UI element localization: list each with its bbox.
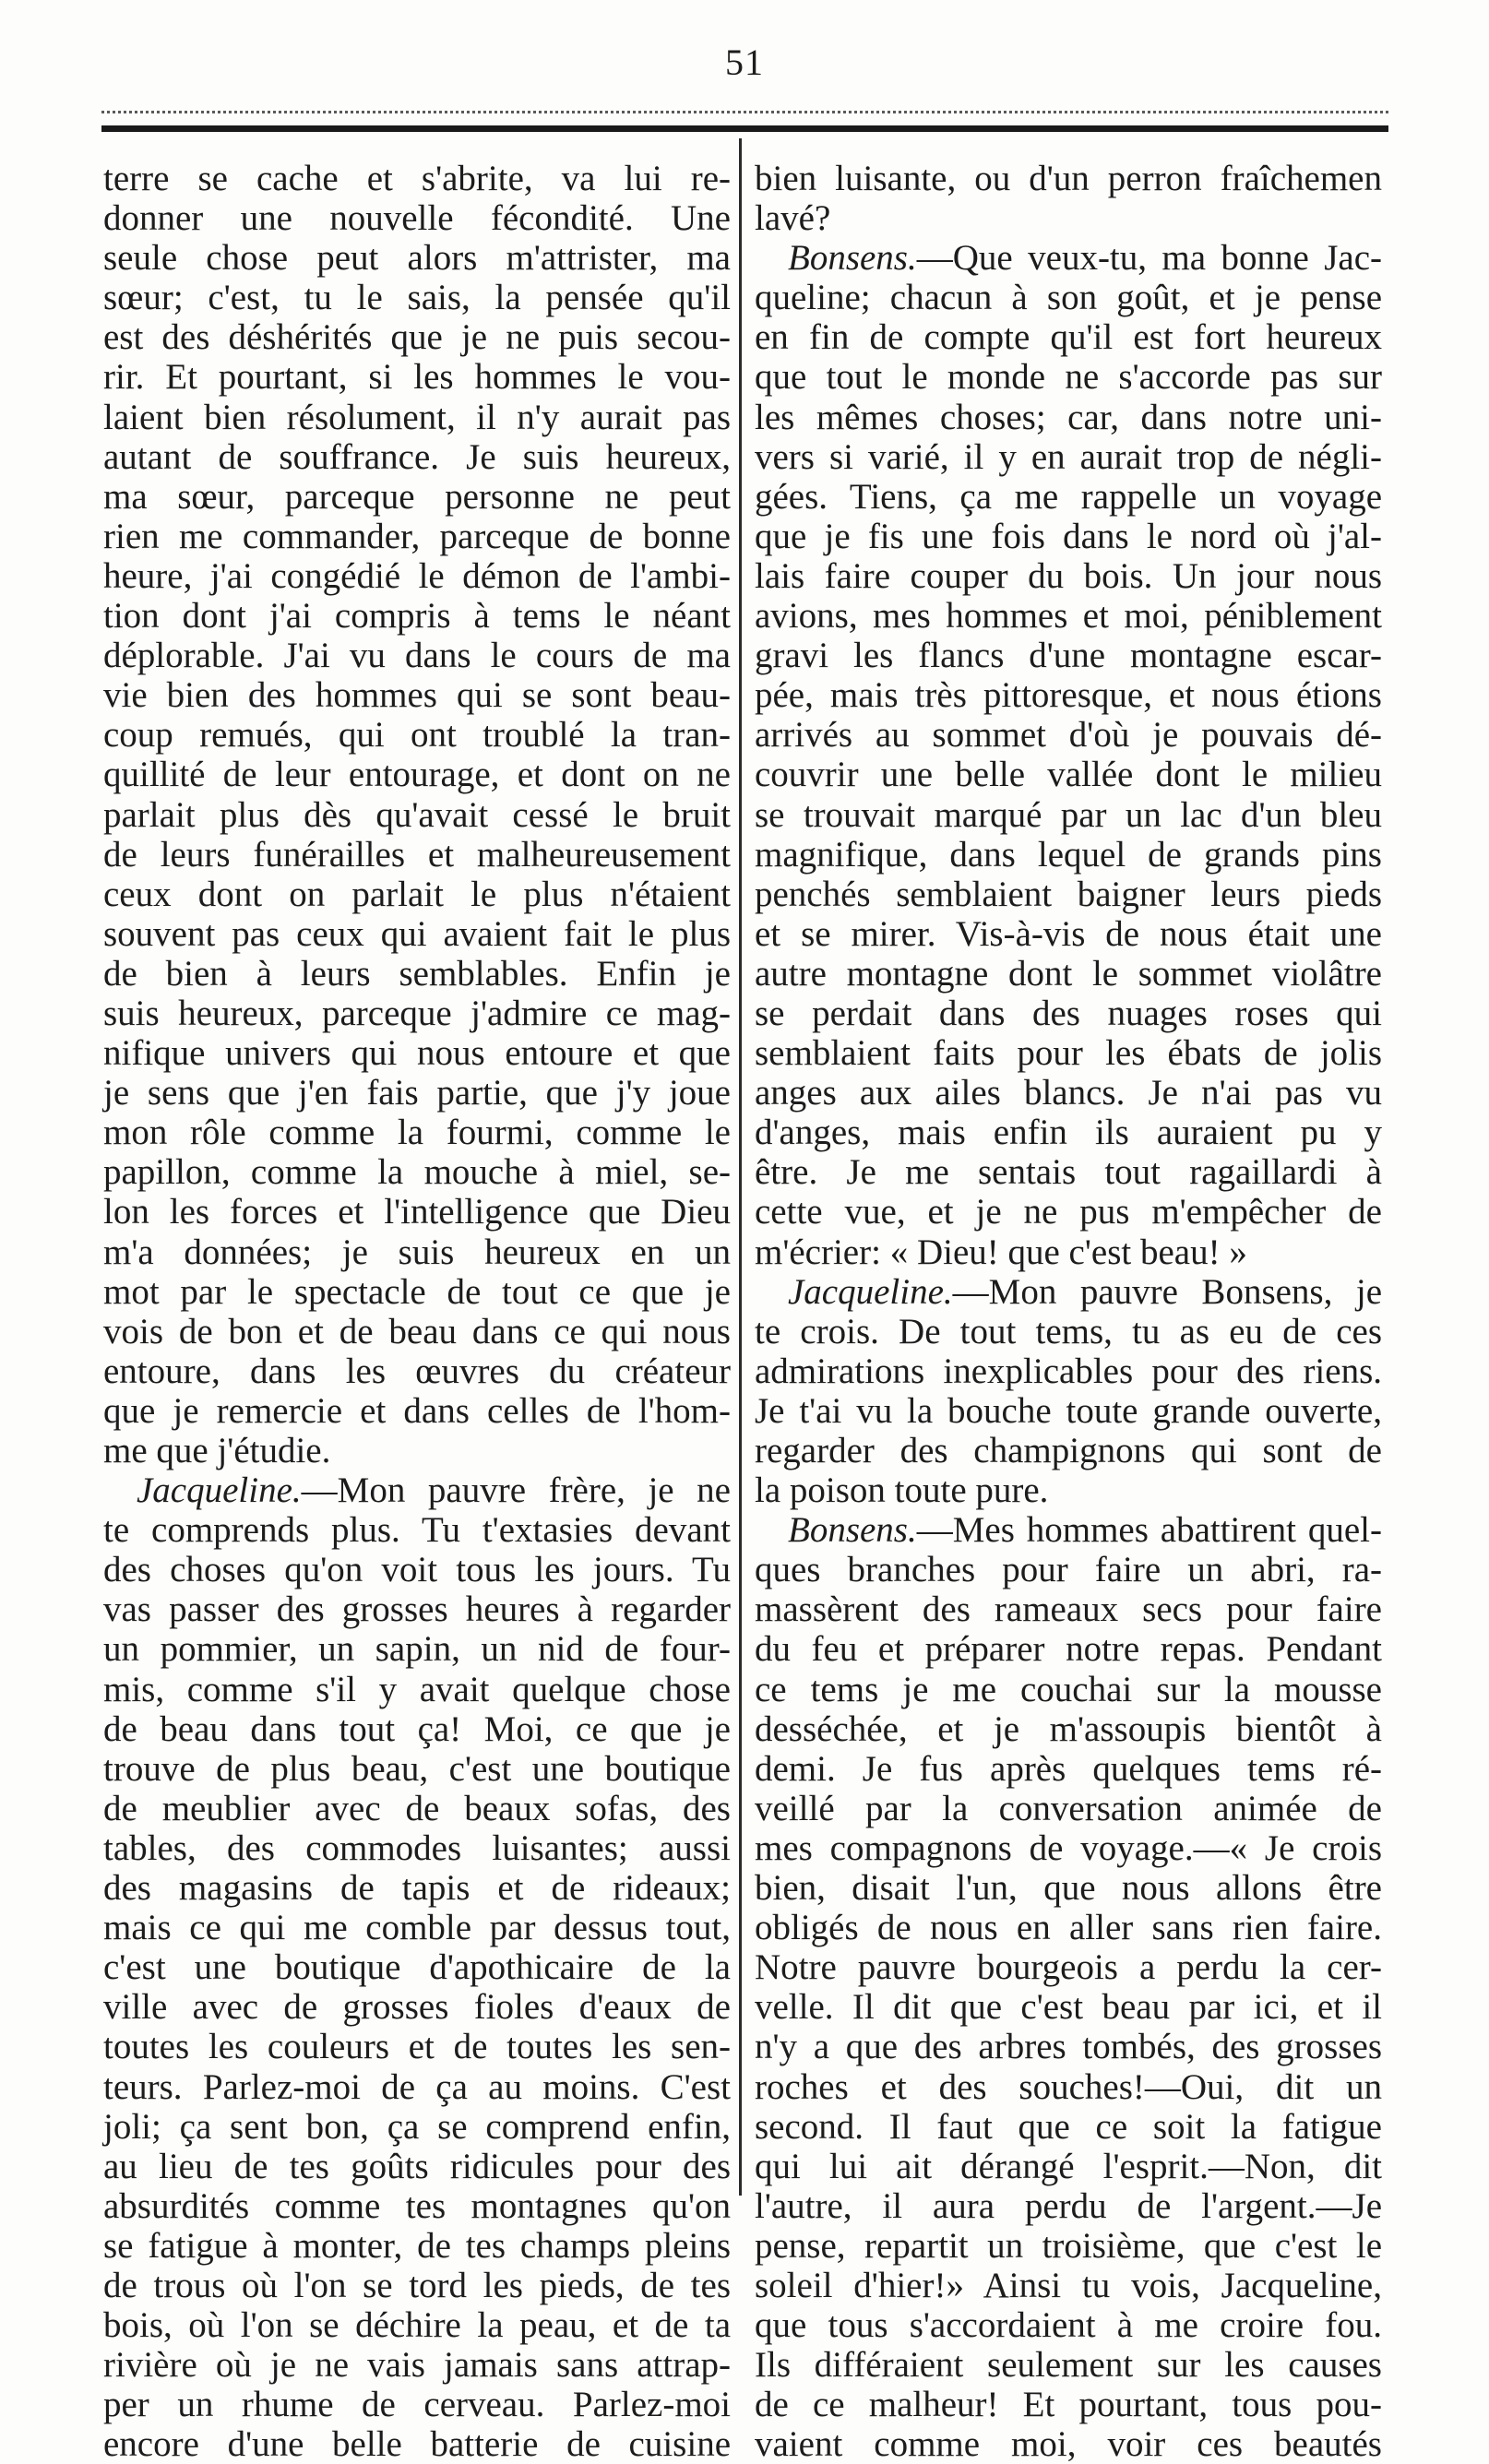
text-line: bien luisante, ou d'un perron fraîchemen <box>755 159 1382 198</box>
text-line: rivière où je ne vais jamais sans attrap- <box>103 2345 731 2386</box>
text-line: vaient comme moi, voir ces beautés <box>755 2424 1382 2464</box>
text-line: des magasins de tapis et de rideaux; <box>103 1868 731 1909</box>
text-line: anges aux ailes blancs. Je n'ai pas vu <box>755 1073 1382 1113</box>
text-line: que tous s'accordaient à me croire fou. <box>755 2305 1382 2346</box>
text-line: joli; ça sent bon, ça se comprend enfin, <box>103 2106 731 2147</box>
text-line: mais ce qui me comble par dessus tout, <box>103 1908 731 1948</box>
text-line: Bonsens.—Que veux-tu, ma bonne Jac- <box>788 238 1382 279</box>
text-line: vas passer des grosses heures à regarder <box>103 1589 731 1630</box>
text-line: déplorable. J'ai vu dans le cours de ma <box>103 636 731 676</box>
text-line: vers si varié, il y en aurait trop de négli- <box>755 436 1382 477</box>
text-line: n'y a que des arbres tombés, des grosses <box>755 2027 1382 2067</box>
text-line: avions, mes hommes et moi, péniblement <box>755 596 1382 637</box>
header-thick-rule <box>101 125 1388 132</box>
text-line: trouve de plus beau, c'est une boutique <box>103 1748 731 1789</box>
text-line: regarder des champignons qui sont de <box>755 1431 1382 1470</box>
text-line: mon rôle comme la fourmi, comme le <box>103 1113 731 1153</box>
text-line: lavé? <box>755 198 831 239</box>
text-line: encore d'une belle batterie de cuisine <box>103 2424 731 2464</box>
header-dotted-rule <box>101 111 1388 113</box>
text-line: rir. Et pourtant, si les hommes le vou- <box>103 357 731 398</box>
text-line: que tout le monde ne s'accorde pas sur <box>755 357 1382 398</box>
text-line: des choses qu'on voit tous les jours. Tu <box>103 1550 731 1590</box>
text-line: semblaient faits pour les ébats de jolis <box>755 1033 1382 1074</box>
text-line: c'est une boutique d'apothicaire de la <box>103 1947 731 1988</box>
text-line: tables, des commodes luisantes; aussi <box>103 1827 731 1868</box>
text-line: obligés de nous en aller sans rien faire. <box>755 1908 1382 1948</box>
text-line: et se mirer. Vis-à-vis de nous était une <box>755 913 1382 954</box>
text-line: Notre pauvre bourgeois a perdu la cer- <box>755 1947 1382 1988</box>
text-line: au lieu de tes goûts ridicules pour des <box>103 2146 731 2186</box>
text-line: se trouvait marqué par un lac d'un bleu <box>755 794 1382 835</box>
text-line: Bonsens.—Mes hommes abattirent quel- <box>788 1510 1382 1551</box>
text-line: arrivés au sommet d'où je pouvais dé- <box>755 715 1382 756</box>
text-line: souvent pas ceux qui avaient fait le plus <box>103 913 731 954</box>
text-line: autant de souffrance. Je suis heureux, <box>103 436 731 477</box>
text-line: te comprends plus. Tu t'extasies devant <box>103 1510 731 1551</box>
text-line: teurs. Parlez-moi de ça au moins. C'est <box>103 2066 731 2107</box>
text-line: se perdait dans des nuages roses qui <box>755 993 1382 1033</box>
text-line: quillité de leur entourage, et dont on ne <box>103 755 731 795</box>
text-line: suis heureux, parceque j'admire ce mag- <box>103 993 731 1033</box>
text-line: couvrir une belle vallée dont le milieu <box>755 755 1382 795</box>
text-line: gées. Tiens, ça me rappelle un voyage <box>755 476 1382 517</box>
text-line: per un rhume de cerveau. Parlez-moi <box>103 2385 731 2425</box>
text-line: massèrent des rameaux secs pour faire <box>755 1589 1382 1630</box>
speaker-name: Jacqueline. <box>788 1271 953 1312</box>
text-line: de beau dans tout ça! Moi, ce que je <box>103 1708 731 1749</box>
text-line: velle. Il dit que c'est beau par ici, et il <box>755 1987 1382 2028</box>
text-line: m'écrier: « Dieu! que c'est beau! » <box>755 1232 1247 1272</box>
text-line: est des déshérités que je ne puis secou- <box>103 317 731 358</box>
text-line: ceux dont on parlait le plus n'étaient <box>103 874 731 914</box>
text-line: me que j'étudie. <box>103 1431 331 1470</box>
column-divider <box>739 138 742 2196</box>
text-line: toutes les couleurs et de toutes les sen- <box>103 2027 731 2067</box>
text-line: pense, repartit un troisième, que c'est le <box>755 2225 1382 2266</box>
text-line: bois, où l'on se déchire la peau, et de ta <box>103 2305 731 2346</box>
text-line: demi. Je fus après quelques tems ré- <box>755 1748 1382 1789</box>
text-line: heure, j'ai congédié le démon de l'ambi- <box>103 555 731 596</box>
right-column <box>755 159 1382 2464</box>
text-line: roches et des souches!—Oui, dit un <box>755 2066 1382 2107</box>
text-line: rien me commander, parceque de bonne <box>103 516 731 556</box>
text-line: parlait plus dès qu'avait cessé le bruit <box>103 794 731 835</box>
text-line: tion dont j'ai compris à tems le néant <box>103 596 731 637</box>
text-line: être. Je me sentais tout ragaillardi à <box>755 1152 1382 1193</box>
page-number: 51 <box>725 42 764 83</box>
text-line: lon les forces et l'intelligence que Dieu <box>103 1192 731 1232</box>
text-line: ce tems je me couchai sur la mousse <box>755 1669 1382 1709</box>
speaker-name: Jacqueline. <box>137 1470 302 1511</box>
text-line: l'autre, il aura perdu de l'argent.—Je <box>755 2185 1382 2226</box>
text-line: donner une nouvelle fécondité. Une <box>103 198 731 239</box>
text-line: sœur; c'est, tu le sais, la pensée qu'il <box>103 278 731 318</box>
text-line: du feu et préparer notre repas. Pendant <box>755 1629 1382 1670</box>
text-line: mot par le spectacle de tout ce que je <box>103 1271 731 1312</box>
text-line: Ils différaient seulement sur les causes <box>755 2345 1382 2386</box>
text-line: mis, comme s'il y avait quelque chose <box>103 1669 731 1709</box>
text-line: Jacqueline.—Mon pauvre Bonsens, je <box>788 1271 1382 1312</box>
text-line: pée, mais très pittoresque, et nous étions <box>755 675 1382 716</box>
text-line: veillé par la conversation animée de <box>755 1788 1382 1828</box>
text-line: d'anges, mais enfin ils auraient pu y <box>755 1113 1382 1153</box>
left-column <box>103 159 731 2464</box>
text-line: que je fis une fois dans le nord où j'al- <box>755 516 1382 556</box>
text-line: autre montagne dont le sommet violâtre <box>755 953 1382 994</box>
text-line: bien, disait l'un, que nous allons être <box>755 1868 1382 1909</box>
text-line: ville avec de grosses fioles d'eaux de <box>103 1987 731 2028</box>
text-line: ques branches pour faire un abri, ra- <box>755 1550 1382 1590</box>
text-line: m'a données; je suis heureux en un <box>103 1232 731 1272</box>
text-line: Jacqueline.—Mon pauvre frère, je ne <box>137 1470 731 1511</box>
text-line: seule chose peut alors m'attrister, ma <box>103 238 731 279</box>
text-line: de ce malheur! Et pourtant, tous pou- <box>755 2385 1382 2425</box>
text-line: magnifique, dans lequel de grands pins <box>755 834 1382 875</box>
text-line: que je remercie et dans celles de l'hom- <box>103 1390 731 1431</box>
text-line: penchés semblaient baigner leurs pieds <box>755 874 1382 914</box>
text-line: la poison toute pure. <box>755 1470 1049 1511</box>
text-line: gravi les flancs d'une montagne escar- <box>755 636 1382 676</box>
text-line: se fatigue à monter, de tes champs pleins <box>103 2225 731 2266</box>
text-line: nifique univers qui nous entoure et que <box>103 1033 731 1074</box>
speaker-name: Bonsens. <box>788 238 917 279</box>
text-line: vie bien des hommes qui se sont beau- <box>103 675 731 716</box>
text-line: les mêmes choses; car, dans notre uni- <box>755 397 1382 437</box>
text-line: papillon, comme la mouche à miel, se- <box>103 1152 731 1193</box>
text-line: laient bien résolument, il n'y aurait pas <box>103 397 731 437</box>
text-line: de trous où l'on se tord les pieds, de tes <box>103 2265 731 2305</box>
text-line: entoure, dans les œuvres du créateur <box>103 1351 731 1391</box>
text-line: desséchée, et je m'assoupis bientôt à <box>755 1708 1382 1749</box>
text-line: un pommier, un sapin, un nid de four- <box>103 1629 731 1670</box>
text-line: de meublier avec de beaux sofas, des <box>103 1788 731 1828</box>
text-line: queline; chacun à son goût, et je pense <box>755 278 1382 318</box>
text-line: mes compagnons de voyage.—« Je crois <box>755 1827 1382 1868</box>
text-line: ma sœur, parceque personne ne peut <box>103 476 731 517</box>
text-line: de bien à leurs semblables. Enfin je <box>103 953 731 994</box>
text-line: qui lui ait dérangé l'esprit.—Non, dit <box>755 2146 1382 2186</box>
text-line: cette vue, et je ne pus m'empêcher de <box>755 1192 1382 1232</box>
text-line: admirations inexplicables pour des riens. <box>755 1351 1382 1391</box>
text-line: terre se cache et s'abrite, va lui re- <box>103 159 731 198</box>
text-line: te crois. De tout tems, tu as eu de ces <box>755 1311 1382 1351</box>
text-line: Je t'ai vu la bouche toute grande ouverte, <box>755 1390 1382 1431</box>
text-line: de leurs funérailles et malheureusement <box>103 834 731 875</box>
text-line: coup remués, qui ont troublé la tran- <box>103 715 731 756</box>
text-line: en fin de compte qu'il est fort heureux <box>755 317 1382 358</box>
text-line: second. Il faut que ce soit la fatigue <box>755 2106 1382 2147</box>
text-line: absurdités comme tes montagnes qu'on <box>103 2185 731 2226</box>
text-line: vois de bon et de beau dans ce qui nous <box>103 1311 731 1351</box>
speaker-name: Bonsens. <box>788 1510 917 1551</box>
text-line: lais faire couper du bois. Un jour nous <box>755 555 1382 596</box>
text-line: soleil d'hier!» Ainsi tu vois, Jacqueline, <box>755 2265 1382 2305</box>
text-line: je sens que j'en fais partie, que j'y joue <box>103 1073 731 1113</box>
